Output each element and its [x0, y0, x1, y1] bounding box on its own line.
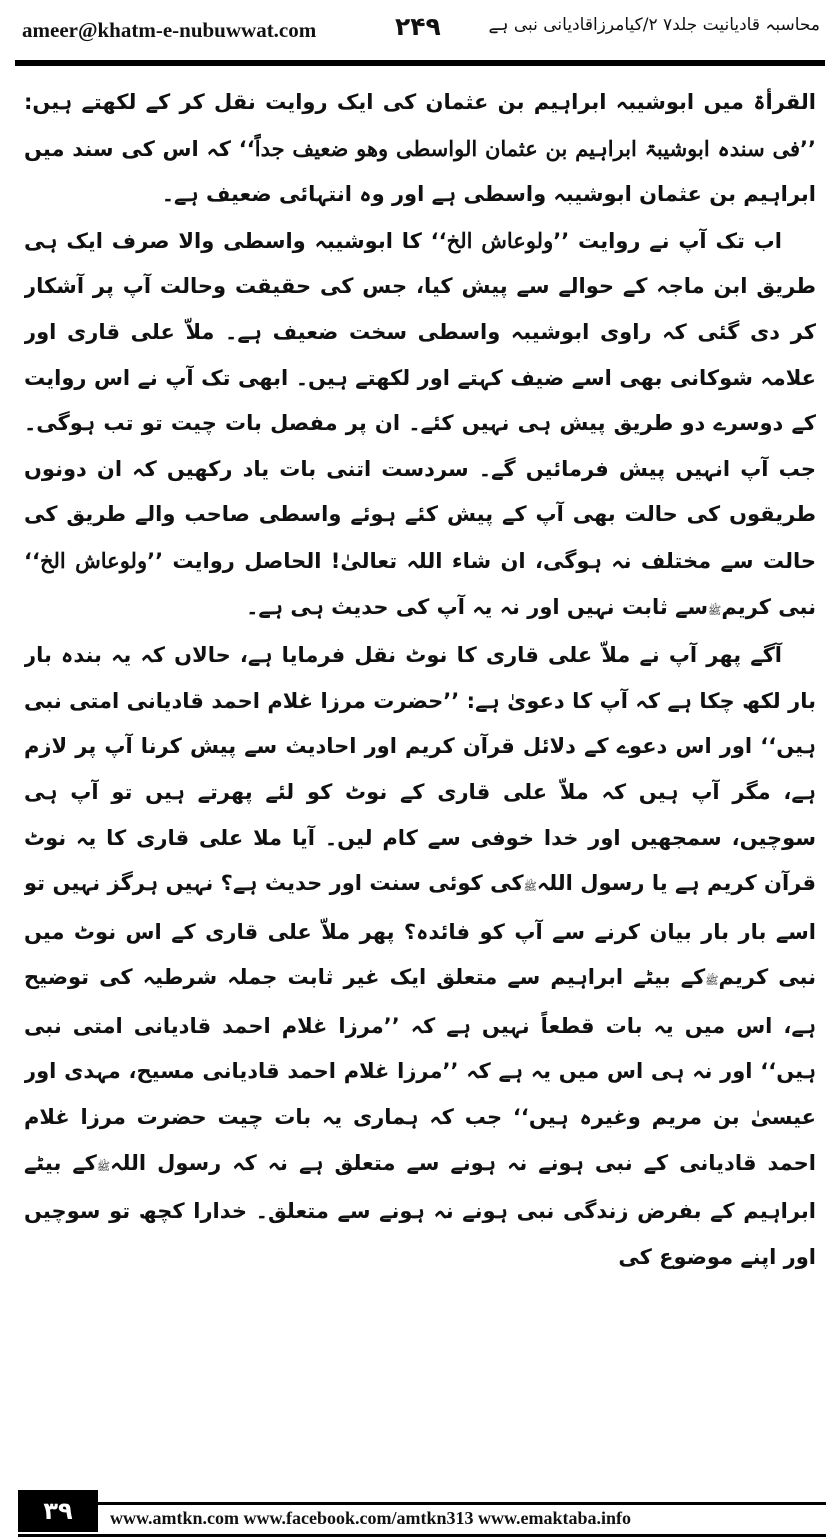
salawat-icon: ﷺ — [523, 880, 537, 894]
paragraph-3 — [24, 633, 816, 1280]
salawat-icon: ﷺ — [96, 1159, 111, 1173]
paragraph-2 — [24, 218, 816, 633]
p1-text-b: ‘‘ کہ اس کی سند میں ابراہیم بن عثمان ابوشیبہ واسطی ہے اور وہ انتہائی ضعیف ہے۔ — [24, 136, 816, 207]
header-title: محاسبہ قادیانیت جلد۷ ۲/کیامرزاقادیانی نبی ہے — [488, 15, 820, 35]
p3-text-a: آگے پھر آپ نے ملاّ علی قاری کا نوٹ نقل فرمایا ہے، حالاں کہ یہ بندہ بار بار لکھ چکا ہے کہ آپ کا دعویٰ ہے: ’’حضرت مرزا غلام احمد قادیانی امتی نبی ہیں‘‘ اور اس دعوے کے دلائل قرآن کریم اور احادیث سے پیش کرنا آپ پر لازم ہے، مگر آپ ہیں کہ ملاّ علی قاری کے نوٹ کو لئے پھرتے ہیں تو آپ ہی سوچیں، سمجھیں اور خدا خوفی سے کام لیں۔ آیا ملا علی قاری کا یہ نوٹ قرآن کریم ہے یا رسول اللہ — [24, 643, 816, 896]
p2-text-b: ‘‘ کا ابوشیبہ واسطی والا صرف ایک ہی طریق ابن ماجہ کے حوالے سے پیش کیا، جس کی حقیقت وحالت آپ پر آشکار کر دی گئی کہ راوی ابوشیبہ واسطی سخت ضعیف ہے۔ ملاّ علی قاری اور علامہ شوکانی بھی اسے ضیف کہتے اور لکھتے ہیں۔ ابھی تک آپ نے اس روایت کے دوسرے دو طریق پیش ہی نہیں کئے۔ ان پر مفصل بات چیت تو تب ہوگی۔ جب آپ انہیں پیش فرمائیں گے۔ سردست اتنی بات یاد رکھیں کہ ان دونوں طریقوں کی حالت بھی آپ کے پیش کئے ہوئے واسطی صاحب والے طریق کی حالت سے مختلف نہ ہوگی، ان شاء اللہ تعالیٰ! الحاصل روایت ’’ — [24, 228, 816, 573]
p1-text-a: القرأۃ میں ابوشیبہ ابراہیم بن عثمان کی ایک روایت نقل کر کے لکھتے ہیں: ’’ — [24, 90, 816, 161]
paragraph-1 — [24, 80, 816, 218]
p2-text-a: اب تک آپ نے روایت ’’ — [553, 228, 782, 253]
header-page-number: ۲۴۹ — [395, 12, 441, 41]
header-email: ameer@khatm-e-nubuwwat.com — [22, 18, 317, 42]
page-header — [0, 0, 840, 58]
salawat-icon: ﷺ — [705, 974, 719, 988]
p2-text-c: ‘‘ نبی کریم — [24, 548, 816, 619]
header-rule — [15, 60, 825, 66]
p3-text-d: کے بیٹے ابراہیم کے بفرض زندگی نبی ہونے نہ ہونے سے متعلق۔ خدارا کچھ تو سوچیں اور اپنے موضوع کی — [24, 1150, 816, 1269]
footer-rule-bottom — [18, 1534, 826, 1537]
p3-text-c: کے بیٹے ابراہیم سے متعلق ایک غیر ثابت جملہ شرطیہ کی توضیح ہے، اس میں یہ بات قطعاً نہیں ہے کہ ’’مرزا غلام احمد قادیانی امتی نبی ہیں‘‘ اور نہ ہی اس میں یہ ہے کہ ’’مرزا غلام احمد قادیانی مسیح، مہدی اور عیسیٰ بن مریم وغیرہ ہیں‘‘ جب کہ ہماری یہ بات چیت حضرت مرزا غلام احمد قادیانی کے نبی ہونے نہ ہونے سے متعلق ہے نہ کہ رسول اللہ — [24, 965, 816, 1175]
p2-text-d: سے ثابت نہیں اور نہ یہ آپ کی حدیث ہی ہے۔ — [246, 594, 709, 619]
page-body — [24, 80, 816, 1485]
p1-arabic-quote: فی سندہ ابوشیبۃ ابراہیم بن عثمان الواسطی وھو ضعیف جداً — [254, 135, 801, 161]
p2-arabic-quote-1: ولوعاش الخ — [446, 227, 554, 253]
salawat-icon: ﷺ — [708, 603, 722, 617]
p3-text-b: کی کوئی سنت اور حدیث ہے؟ نہیں ہرگز نہیں تو اسے بار بار بیان کرنے سے آپ کو فائدہ؟ پھر ملاّ علی قاری کے اس نوٹ میں نبی کریم — [24, 871, 816, 990]
p2-arabic-quote-2: ولوعاش الخ — [39, 547, 148, 573]
footer-rule-top — [18, 1502, 826, 1505]
footer-links: www.amtkn.com www.facebook.com/amtkn313 www.emaktaba.info — [110, 1508, 631, 1528]
footer-page-number: ۳۹ — [18, 1490, 98, 1532]
